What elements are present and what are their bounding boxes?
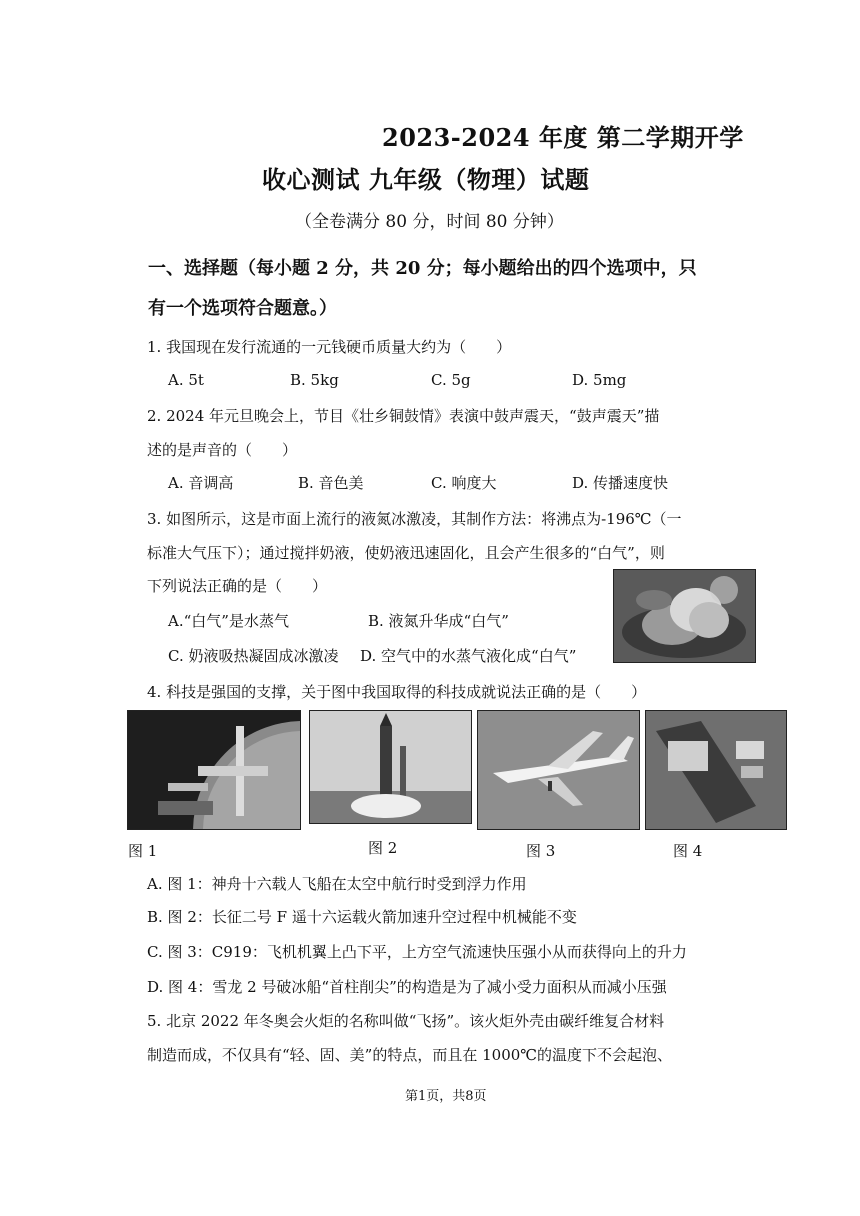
q1-option-b: B. 5kg [290,371,339,389]
title-line-1: 2023-2024 年度 第二学期开学 [382,123,744,152]
figure-label-1: 图 1 [128,842,158,860]
section-heading-line-2: 有一个选项符合题意。） [148,298,337,319]
icebreaker-ship-photo [645,710,787,830]
q3-stem-line-2: 标准大气压下）；通过搅拌奶液，使奶液迅速固化，且会产生很多的“白气”，则 [147,544,665,562]
q1-option-d: D. 5mg [572,371,627,389]
q2-option-b: B. 音色美 [298,474,364,492]
q4-stem: 4. 科技是强国的支撑，关于图中我国取得的科技成就说法正确的是（ ） [147,683,647,701]
q3-option-a: A.“白气”是水蒸气 [168,612,289,630]
figure-label-2: 图 2 [368,839,398,857]
subtitle: （全卷满分 80 分，时间 80 分钟） [295,212,564,232]
space-station-photo [127,710,301,830]
figure-label-3: 图 3 [526,842,556,860]
q5-stem-line-2: 制造而成，不仅具有“轻、固、美”的特点，而且在 1000℃的温度下不会起泡、 [147,1046,673,1064]
q5-stem-line-1: 5. 北京 2022 年冬奥会火炬的名称叫做“飞扬”。该火炬外壳由碳纤维复合材料 [147,1012,665,1030]
q2-option-a: A. 音调高 [168,474,234,492]
q3-stem-line-1: 3. 如图所示，这是市面上流行的液氮冰激凌，其制作方法：将沸点为-196℃（一 [147,510,682,528]
q1-option-a: A. 5t [168,371,204,389]
q4-option-a: A. 图 1：神舟十六载人飞船在太空中航行时受到浮力作用 [147,875,527,893]
ice-cream-photo [613,569,756,663]
q3-option-d: D. 空气中的水蒸气液化成“白气” [360,647,577,665]
q1-stem: 1. 我国现在发行流通的一元钱硬币质量大约为（ ） [147,338,512,356]
q3-stem-line-3: 下列说法正确的是（ ） [147,577,328,595]
figure-label-4: 图 4 [673,842,703,860]
q2-option-c: C. 响度大 [431,474,497,492]
section-heading-line-1: 一、选择题（每小题 2 分，共 20 分；每小题给出的四个选项中，只 [148,258,697,279]
q4-option-b: B. 图 2：长征二号 F 遥十六运载火箭加速升空过程中机械能不变 [147,908,577,926]
q4-option-c: C. 图 3：C919：飞机机翼上凸下平，上方空气流速快压强小从而获得向上的升力 [147,943,687,961]
q2-option-d: D. 传播速度快 [572,474,669,492]
q3-option-b: B. 液氮升华成“白气” [368,612,509,630]
q3-option-c: C. 奶液吸热凝固成冰激凌 [168,647,339,665]
q2-stem-line-1: 2. 2024 年元旦晚会上，节目《壮乡铜鼓情》表演中鼓声震天，“鼓声震天”描 [147,407,660,425]
q2-stem-line-2: 述的是声音的（ ） [147,441,298,459]
q4-option-d: D. 图 4：雪龙 2 号破冰船“首柱削尖”的构造是为了减小受力面积从而减小压强 [147,978,667,996]
airplane-photo [477,710,640,830]
page-number: 第1页，共8页 [405,1089,487,1104]
rocket-launch-photo [309,710,472,824]
title-line-2: 收心测试 九年级（物理）试题 [262,165,590,194]
q1-option-c: C. 5g [431,371,471,389]
